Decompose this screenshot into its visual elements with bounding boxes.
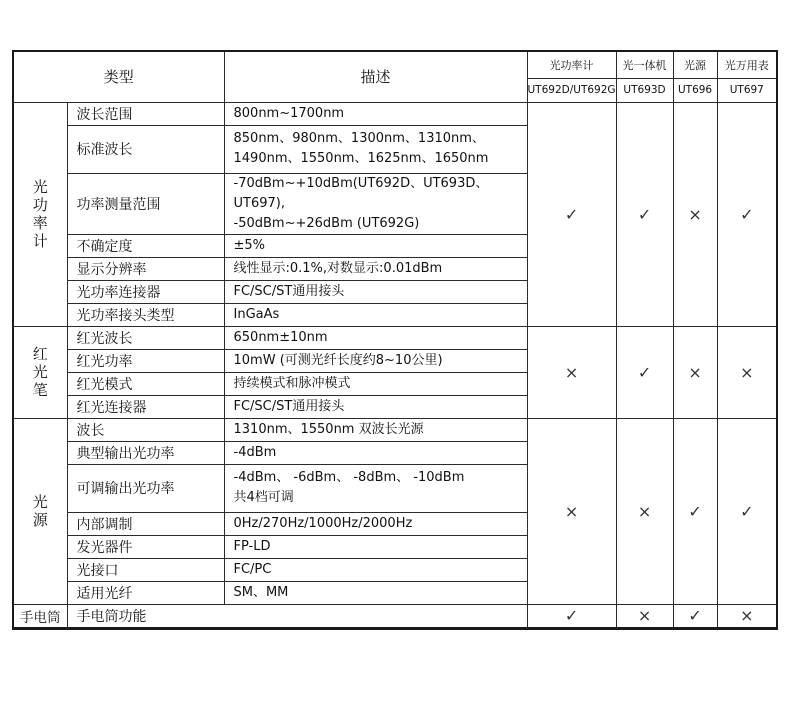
spec-row <box>13 418 777 441</box>
support-mark: × <box>673 102 717 326</box>
spec-desc: 持续模式和脉冲模式 <box>224 372 527 395</box>
spec-desc: 1310nm、1550nm 双波长光源 <box>224 418 527 441</box>
spec-desc: 10mW (可测光纤长度约8~10公里) <box>224 349 527 372</box>
spec-label: 手电筒功能 <box>67 604 527 628</box>
support-mark: ✓ <box>527 604 616 628</box>
spec-comparison-table <box>12 50 778 630</box>
product-name-ut693d: 光一体机 <box>616 51 673 78</box>
spec-label: 红光功率 <box>67 349 224 372</box>
spec-desc: FP-LD <box>224 535 527 558</box>
spec-label: 不确定度 <box>67 234 224 257</box>
spec-desc: -70dBm~+10dBm(UT692D、UT693D、UT697), -50dBm~+26dBm (UT692G) <box>224 173 527 234</box>
support-mark: × <box>673 326 717 418</box>
spec-row <box>13 102 777 125</box>
product-model-ut693d: UT693D <box>616 78 673 102</box>
spec-label: 红光波长 <box>67 326 224 349</box>
support-mark: ✓ <box>616 102 673 326</box>
header-description: 描述 <box>224 51 527 102</box>
product-name-ut696: 光源 <box>673 51 717 78</box>
product-model-ut692: UT692D/UT692G <box>527 78 616 102</box>
spec-desc: FC/PC <box>224 558 527 581</box>
spec-desc: 0Hz/270Hz/1000Hz/2000Hz <box>224 512 527 535</box>
product-model-ut696: UT696 <box>673 78 717 102</box>
spec-desc: SM、MM <box>224 581 527 604</box>
spec-row <box>13 326 777 349</box>
category-light-source: 光源 <box>13 418 67 604</box>
spec-label: 光接口 <box>67 558 224 581</box>
category-power-meter: 光功率计 <box>13 102 67 326</box>
spec-label: 波长范围 <box>67 102 224 125</box>
support-mark: × <box>616 418 673 604</box>
spec-label: 显示分辨率 <box>67 257 224 280</box>
spec-label: 典型输出光功率 <box>67 441 224 464</box>
product-model-ut697: UT697 <box>717 78 777 102</box>
spec-desc: -4dBm <box>224 441 527 464</box>
spec-desc: -4dBm、 -6dBm、 -8dBm、 -10dBm 共4档可调 <box>224 464 527 512</box>
support-mark: ✓ <box>673 418 717 604</box>
category-flashlight: 手电筒 <box>13 604 67 628</box>
spec-label: 适用光纤 <box>67 581 224 604</box>
support-mark: ✓ <box>673 604 717 628</box>
spec-desc: ±5% <box>224 234 527 257</box>
support-mark: × <box>717 604 777 628</box>
support-mark: × <box>527 326 616 418</box>
support-mark: ✓ <box>527 102 616 326</box>
spec-desc: FC/SC/ST通用接头 <box>224 395 527 418</box>
spec-label: 标准波长 <box>67 125 224 173</box>
spec-desc: 线性显示:0.1%,对数显示:0.01dBm <box>224 257 527 280</box>
spec-label: 光功率接头类型 <box>67 303 224 326</box>
spec-label: 发光器件 <box>67 535 224 558</box>
spec-label: 光功率连接器 <box>67 280 224 303</box>
spec-label: 可调输出光功率 <box>67 464 224 512</box>
spec-row <box>13 604 777 628</box>
support-mark: ✓ <box>616 326 673 418</box>
header-type: 类型 <box>13 51 224 102</box>
support-mark: × <box>616 604 673 628</box>
support-mark: ✓ <box>717 102 777 326</box>
support-mark: ✓ <box>717 418 777 604</box>
spec-label: 内部调制 <box>67 512 224 535</box>
spec-desc: 800nm~1700nm <box>224 102 527 125</box>
spec-desc: 850nm、980nm、1300nm、1310nm、 1490nm、1550nm、1625nm、1650nm <box>224 125 527 173</box>
spec-desc: 650nm±10nm <box>224 326 527 349</box>
product-name-ut692: 光功率计 <box>527 51 616 78</box>
support-mark: × <box>527 418 616 604</box>
support-mark: × <box>717 326 777 418</box>
product-name-ut697: 光万用表 <box>717 51 777 78</box>
category-red-light-pen: 红光笔 <box>13 326 67 418</box>
spec-label: 波长 <box>67 418 224 441</box>
spec-desc: InGaAs <box>224 303 527 326</box>
spec-label: 功率测量范围 <box>67 173 224 234</box>
spec-desc: FC/SC/ST通用接头 <box>224 280 527 303</box>
spec-label: 红光连接器 <box>67 395 224 418</box>
spec-label: 红光模式 <box>67 372 224 395</box>
